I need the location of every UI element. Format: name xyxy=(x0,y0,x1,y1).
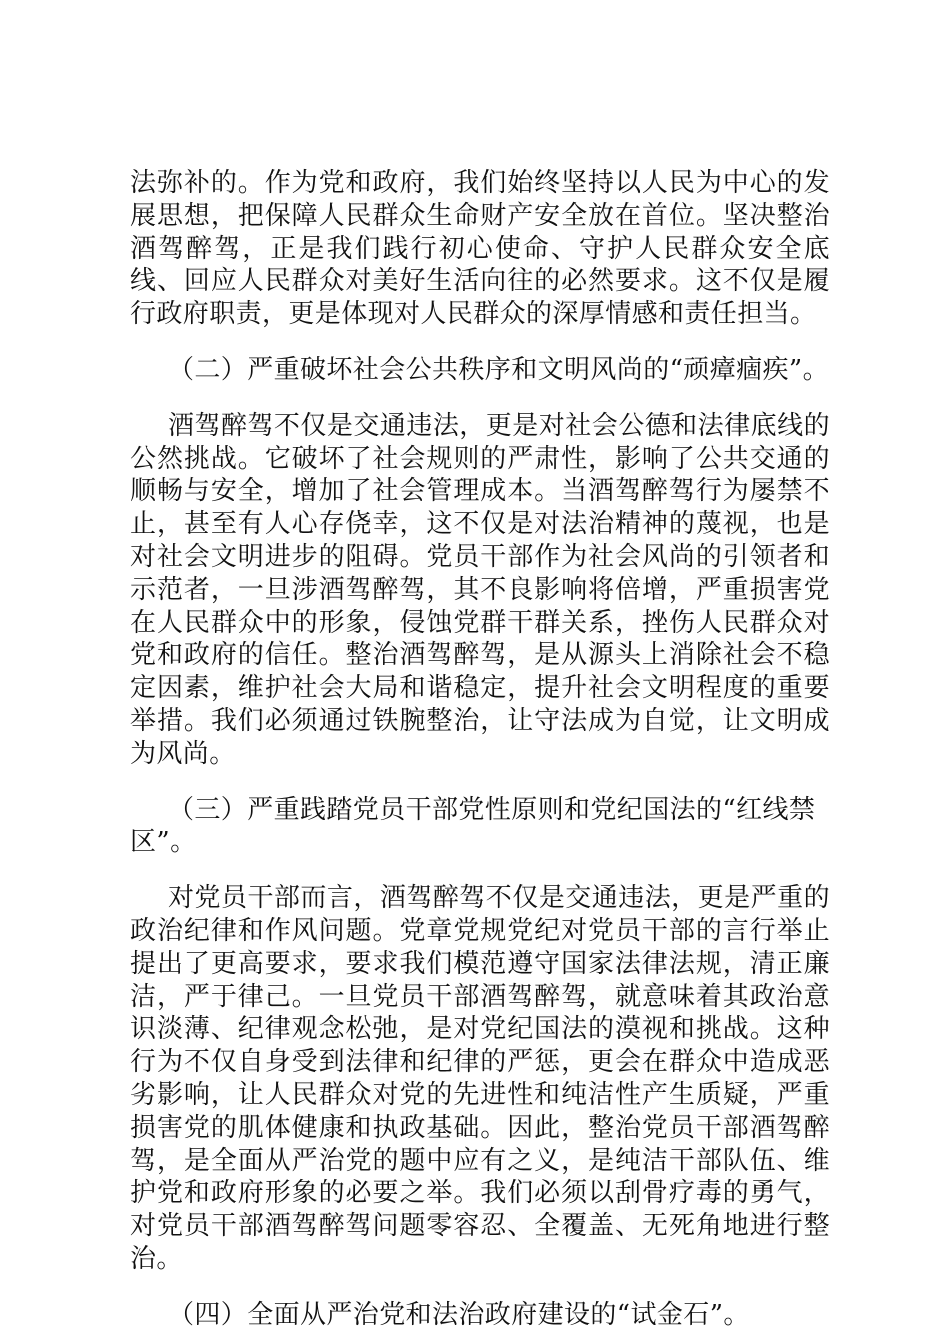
paragraph-gap xyxy=(130,859,830,882)
body-paragraph: 法弥补的。作为党和政府，我们始终坚持以人民为中心的发展思想，把保障人民群众生命财产安全放在首位。坚决整治酒驾醉驾，正是我们践行初心使命、守护人民群众安全底线、回应人民群众对美好生活向往的必然要求。这不仅是履行政府职责，更是体现对人民群众的深厚情感和责任担当。 xyxy=(130,168,830,330)
section-heading: （三）严重践踏党员干部党性原则和党纪国法的“红线禁区”。 xyxy=(130,794,816,858)
paragraph-gap xyxy=(130,771,830,794)
section-heading: （四）全面从严治党和法治政府建设的“试金石”。 xyxy=(168,1299,750,1330)
paragraph-gap xyxy=(130,331,830,354)
paragraph-gap xyxy=(130,387,830,410)
body-paragraph: 对党员干部而言，酒驾醉驾不仅是交通违法，更是严重的政治纪律和作风问题。党章党规党纪对党员干部的言行举止提出了更高要求，要求我们模范遵守国家法律法规，清正廉洁，严于律己。一旦党员干部酒驾醉驾，就意味着其政治意识淡薄、纪律观念松弛，是对党纪国法的漠视和挑战。这种行为不仅自身受到法律和纪律的严惩，更会在群众中造成恶劣影响，让人民群众对党的先进性和纯洁性产生质疑，严重损害党的肌体健康和执政基础。因此，整治党员干部酒驾醉驾，是全面从严治党的题中应有之义，是纯洁干部队伍、维护党和政府形象的必要之举。我们必须以刮骨疗毒的勇气，对党员干部酒驾醉驾问题零容忍、全覆盖、无死角地进行整治。 xyxy=(130,883,830,1274)
document-page xyxy=(130,167,830,1332)
section-heading: （二）严重破坏社会公共秩序和文明风尚的“顽瘴痼疾”。 xyxy=(168,354,829,385)
body-paragraph: 酒驾醉驾不仅是交通违法，更是对社会公德和法律底线的公然挑战。它破坏了社会规则的严肃性，影响了公共交通的顺畅与安全，增加了社会管理成本。当酒驾醉驾行为屡禁不止，甚至有人心存侥幸，这不仅是对法治精神的蔑视，也是对社会文明进步的阻碍。党员干部作为社会风尚的引领者和示范者，一旦涉酒驾醉驾，其不良影响将倍增，严重损害党在人民群众中的形象，侵蚀党群干群关系，挫伤人民群众对党和政府的信任。整治酒驾醉驾，是从源头上消除社会不稳定因素，维护社会大局和谐稳定，提升社会文明程度的重要举措。我们必须通过铁腕整治，让守法成为自觉，让文明成为风尚。 xyxy=(130,410,830,769)
paragraph-gap xyxy=(130,1276,830,1299)
